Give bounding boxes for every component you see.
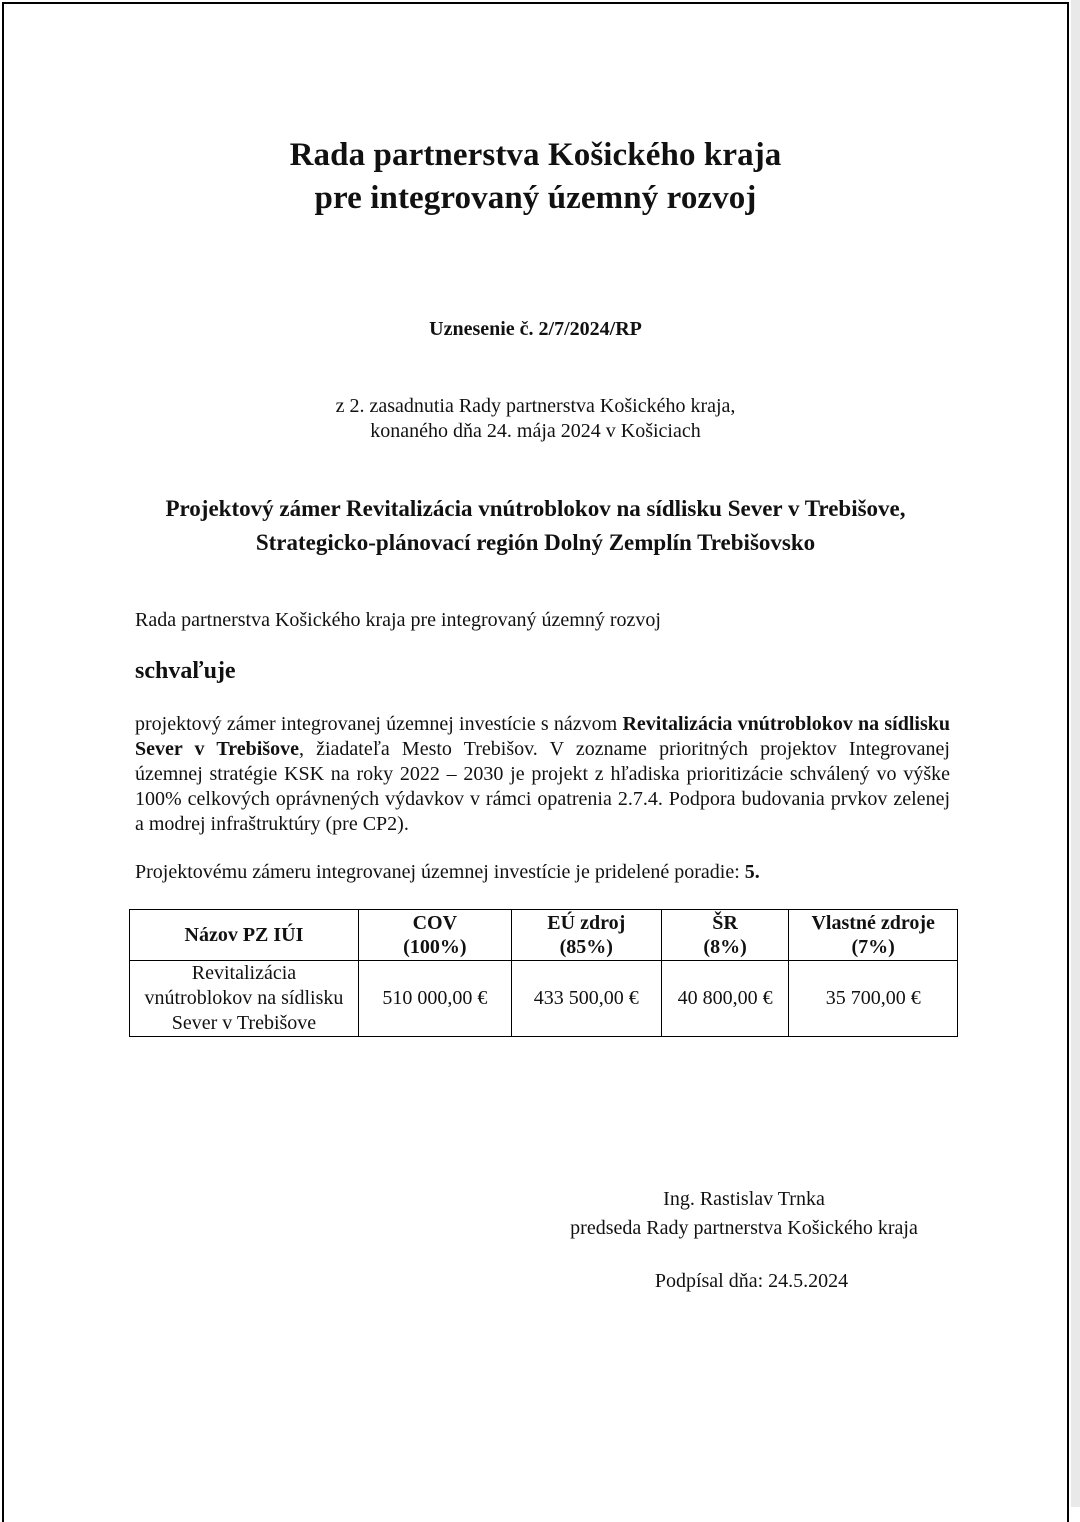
title-line-2: pre integrovaný územný rozvoj (314, 180, 757, 216)
body-part-2: , žiadateľa Mesto Trebišov. V zozname prioritných projektov Integrovanej územnej stratégie KSK na roky 2022 – 2030 je projekt z hľadiska prioritizácie schválený vo výške 100% celkových oprávnených výdavkov v rámci opatrenia 2.7.4. Podpora budovania prvkov zelenej a modrej infraštruktúry (pre CP2). (135, 738, 950, 835)
approval-verb: schvaľuje (135, 658, 236, 684)
header-eu-percent: (85%) (559, 936, 613, 958)
cell-project-name (130, 961, 359, 1037)
header-sr-percent: (8%) (703, 936, 747, 958)
table-row (130, 961, 958, 1037)
body-part-1: projektový zámer integrovanej územnej investície s názvom (135, 713, 623, 735)
project-name-line-2: vnútroblokov na sídlisku (144, 987, 344, 1009)
header-own-label: Vlastné zdroje (811, 912, 935, 934)
header-sr (661, 910, 789, 961)
meeting-info (4, 394, 1067, 444)
header-cov (358, 910, 511, 961)
header-cov-label: COV (412, 912, 458, 934)
intro-text: Rada partnerstva Košického kraja pre integrovaný územný rozvoj (135, 609, 661, 631)
rank-line (135, 861, 760, 884)
meeting-line-2: konaného dňa 24. mája 2024 v Košiciach (370, 420, 701, 442)
meeting-line-1: z 2. zasadnutia Rady partnerstva Košického kraja, (335, 395, 736, 417)
title-line-1: Rada partnerstva Košického kraja (289, 137, 782, 173)
signatory-role: predseda Rady partnerstva Košického kraja (570, 1217, 918, 1239)
cell-eu: 433 500,00 € (511, 961, 661, 1037)
resolution-number: Uznesenie č. 2/7/2024/RP (429, 318, 642, 340)
project-name-bold: Revitalizácia vnútroblokov na sídlisku Sever v Trebišove (135, 713, 950, 760)
table-header-row (130, 910, 958, 961)
header-own (789, 910, 958, 961)
scan-edge-strip (1071, 0, 1080, 1507)
project-heading-line-1: Projektový zámer Revitalizácia vnútroblokov na sídlisku Sever v Trebišove, (165, 496, 906, 521)
project-heading (64, 492, 1007, 560)
header-name-label: Názov PZ IÚI (184, 924, 304, 946)
project-name-line-1: Revitalizácia (191, 962, 297, 984)
header-sr-label: ŠR (712, 912, 738, 934)
cell-cov: 510 000,00 € (358, 961, 511, 1037)
project-name-line-3: Sever v Trebišove (171, 1012, 317, 1034)
project-heading-line-2: Strategicko-plánovací región Dolný Zemplín Trebišovsko (255, 530, 816, 555)
rank-value: 5. (744, 861, 760, 883)
header-cov-percent: (100%) (403, 936, 467, 958)
document-title (4, 134, 1067, 220)
header-eu (511, 910, 661, 961)
header-eu-label: EÚ zdroj (547, 912, 626, 934)
signatory-name: Ing. Rastislav Trnka (663, 1188, 825, 1210)
funding-table (129, 909, 958, 1037)
cell-sr: 40 800,00 € (661, 961, 789, 1037)
rank-text: Projektovému zámeru integrovanej územnej investície je pridelené poradie: (135, 861, 745, 883)
body-paragraph (135, 712, 950, 837)
header-own-percent: (7%) (851, 936, 895, 958)
header-name (130, 910, 359, 961)
document-page (2, 2, 1069, 1522)
signature-block (554, 1185, 934, 1243)
signed-date: Podpísal dňa: 24.5.2024 (654, 1270, 849, 1292)
cell-own: 35 700,00 € (789, 961, 958, 1037)
